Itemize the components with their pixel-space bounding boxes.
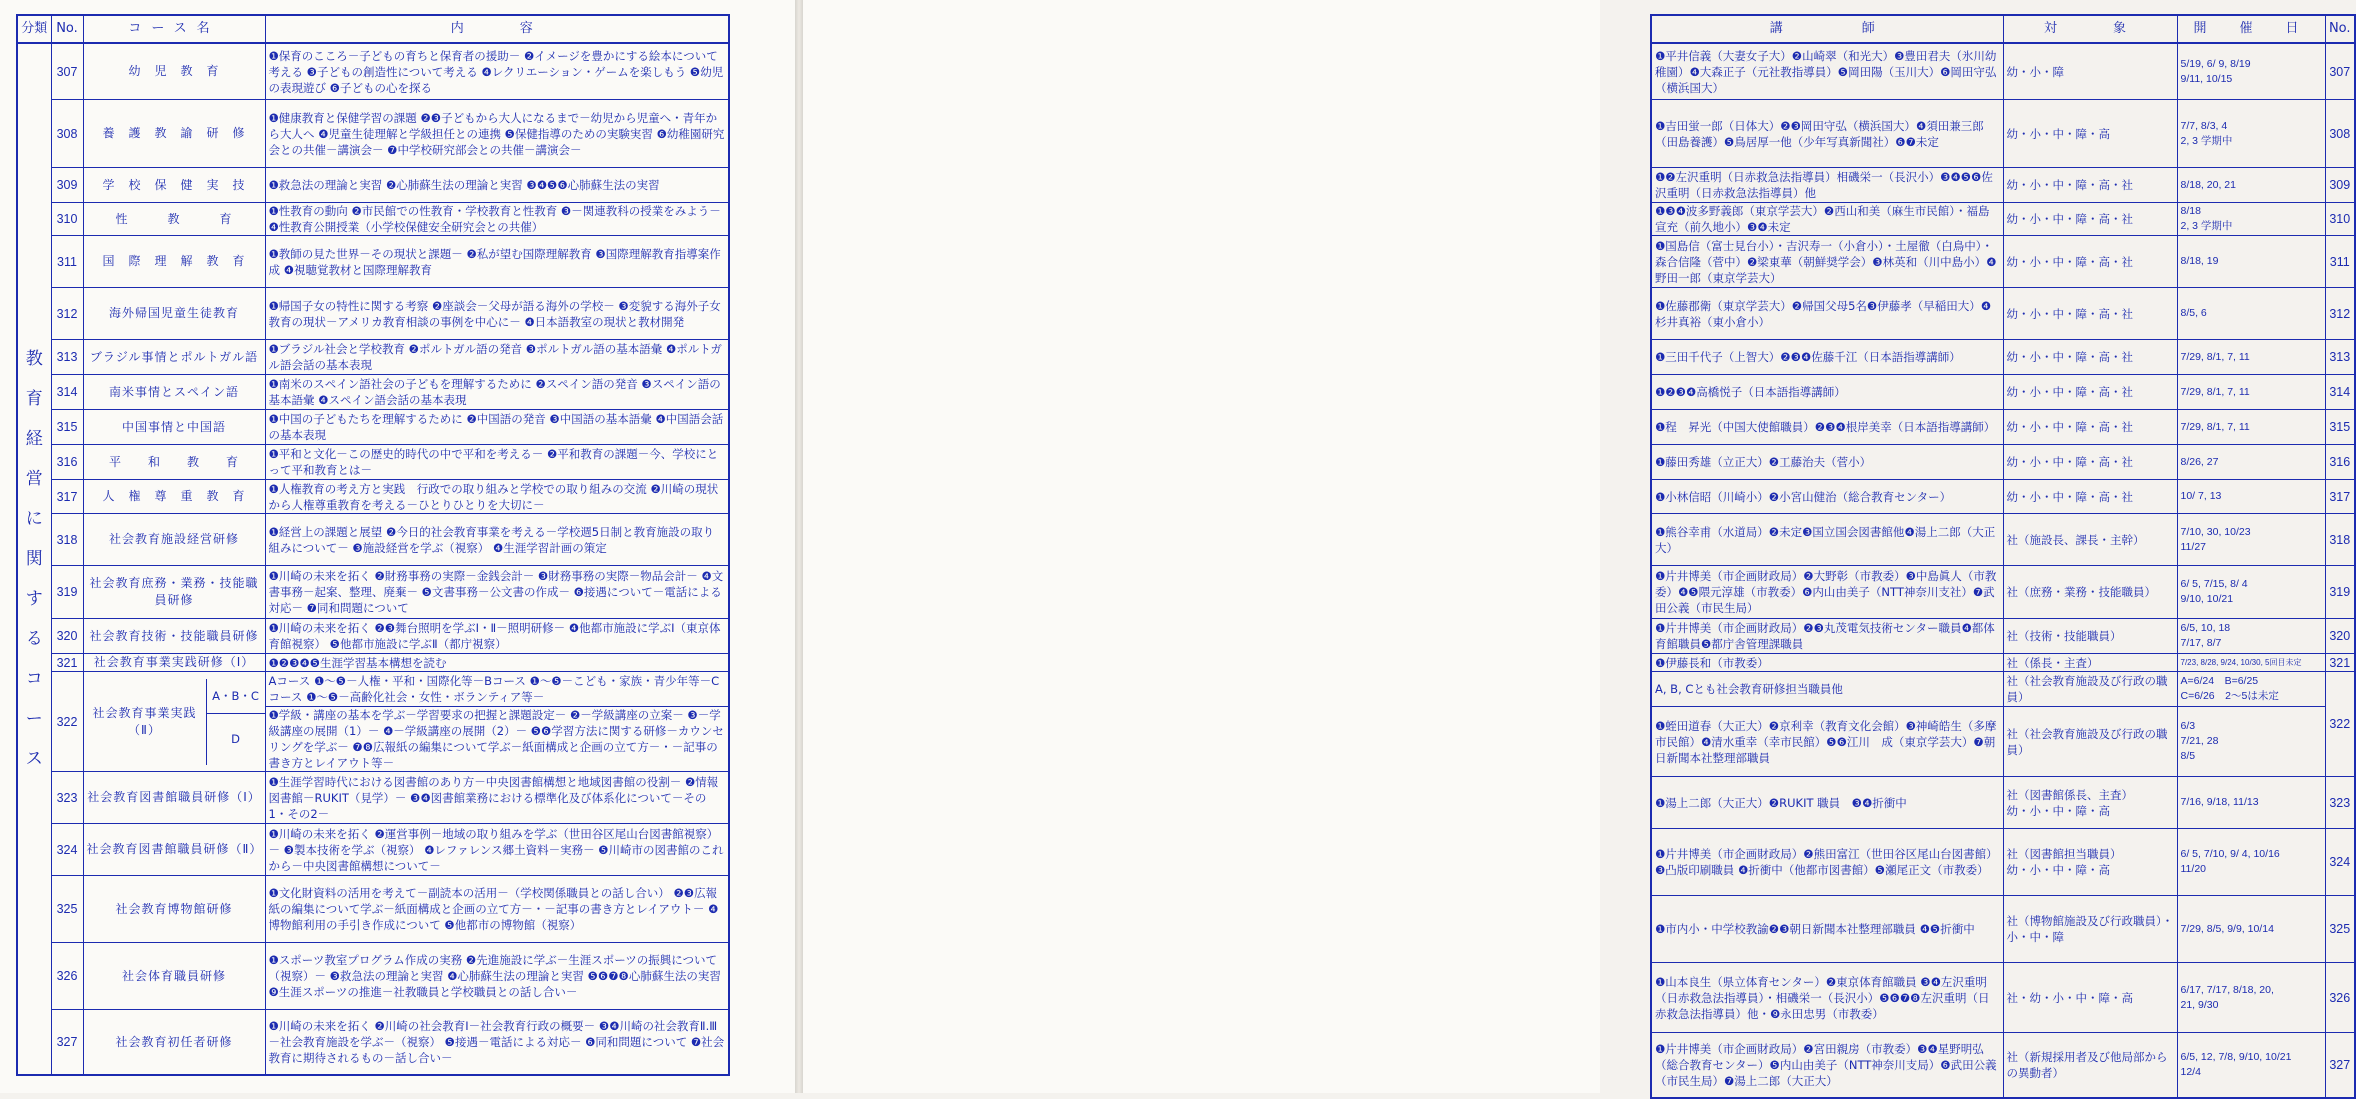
course-name: ブラジル事情とポルトガル語 [83, 340, 265, 375]
table-header-row [1651, 15, 2355, 43]
table-row [17, 1010, 729, 1076]
table-row [17, 876, 729, 943]
date-cell: 8/26, 27 [2177, 445, 2325, 480]
course-number: 322 [51, 672, 83, 772]
course-number: 319 [2325, 566, 2355, 619]
course-content: ❶保育のこころ－子どもの育ちと保育者の援助－ ❷イメージを豊かにする絵本について考える ❸子どもの創造性について考える ❹レクリエーション・ゲームを楽しもう ❺幼児の表現遊び ❻子どもの心を探る [265, 43, 729, 100]
instructor-cell: ❶藤田秀雄（立正大）❷工藤治夫（菅小） [1651, 445, 2003, 480]
course-number: 322 [2325, 672, 2355, 777]
header-target: 対 象 [2003, 15, 2177, 43]
table-row [1651, 896, 2355, 963]
course-content: ❶中国の子どもたちを理解するために ❷中国語の発音 ❸中国語の基本語彙 ❹中国語会話の基本表現 [265, 410, 729, 445]
course-content: ❶教師の見た世界－その現状と課題－ ❷私が望む国際理解教育 ❸国際理解教育指導案作成 ❹視聴覚教材と国際理解教育 [265, 236, 729, 288]
date-cell: 7/10, 30, 10/23 11/27 [2177, 514, 2325, 566]
course-number: 326 [2325, 963, 2355, 1033]
course-number: 315 [51, 410, 83, 445]
table-row [17, 619, 729, 654]
date-cell: 6/17, 7/17, 8/18, 20, 21, 9/30 [2177, 963, 2325, 1033]
course-content: ❶スポーツ教室プログラム作成の実務 ❷先進施設に学ぶ－生涯スポーツの振興について（視察）－ ❸救急法の理論と実習 ❹心肺蘇生法の理論と実習 ❺❻❼❽心肺蘇生法の実習 ❾生涯スポーツの推進－社教職員と学校職員との話し合い－ [265, 943, 729, 1010]
instructor-table-body [1651, 43, 2355, 1098]
course-number: 317 [2325, 480, 2355, 514]
course-content: ❶川崎の未来を拓く ❷運営事例－地域の取り組みを学ぶ（世田谷区尾山台図書館視察）－ ❸製本技術を学ぶ（視察） ❹レファレンス郷土資料－実務－ ❺川崎市の図書館のこれから－中央図書館構想について－ [265, 824, 729, 876]
course-content: ❶生涯学習時代における図書館のあり方－中央図書館構想と地域図書館の役割－ ❷情報図書館－RUKIT（見学）－ ❸❹図書館業務における標準化及び体系化について－その1・その2－ [265, 772, 729, 824]
table-row [1651, 375, 2355, 410]
course-number: 321 [51, 654, 83, 672]
course-number: 314 [2325, 375, 2355, 410]
instructor-cell: ❶小林信昭（川崎小）❷小宮山健治（総合教育センター） [1651, 480, 2003, 514]
right-page [803, 0, 2351, 1093]
instructor-cell: A, B, Cとも社会教育研修担当職員他 [1651, 672, 2003, 707]
header-no: No. [51, 15, 83, 43]
course-number: 310 [2325, 203, 2355, 236]
course-content: ❶人権教育の考え方と実践 行政での取り組みと学校での取り組みの交流 ❷川崎の現状から人権尊重教育を考える－ひとりひとりを大切に－ [265, 480, 729, 514]
instructor-table [1650, 14, 2356, 1099]
course-number: 325 [2325, 896, 2355, 963]
instructor-cell: ❶片井博美（市企画財政局）❷熊田富江（世田谷区尾山台図書館）❸凸版印刷職員 ❹折衝中（他都市図書館）❺瀬尾正文（市教委） [1651, 829, 2003, 896]
target-cell: 社（施設長、課長・主幹） [2003, 514, 2177, 566]
instructor-cell: ❶熊谷幸甫（水道局）❷未定❸国立国会図書館他❹湯上二郎（大正大） [1651, 514, 2003, 566]
table-row [17, 288, 729, 340]
date-cell: 7/29, 8/5, 9/9, 10/14 [2177, 896, 2325, 963]
target-cell: 社（新規採用者及び他局部からの異動者） [2003, 1033, 2177, 1099]
course-number: 315 [2325, 410, 2355, 445]
instructor-cell: ❶❷❸❹高橋悦子（日本語指導講師） [1651, 375, 2003, 410]
target-cell: 幼・小・中・障・高・社 [2003, 288, 2177, 340]
target-cell: 幼・小・中・障・高・社 [2003, 203, 2177, 236]
course-name: 幼 児 教 育 [83, 43, 265, 100]
target-cell: 幼・小・中・障・高・社 [2003, 375, 2177, 410]
date-cell: 6/ 5, 7/15, 8/ 4 9/10, 10/21 [2177, 566, 2325, 619]
course-number: 316 [51, 445, 83, 480]
instructor-cell: ❶市内小・中学校教諭❷❸朝日新聞本社整理部職員 ❹❺折衝中 [1651, 896, 2003, 963]
category-char: ー [25, 709, 43, 729]
category-column [17, 43, 51, 1075]
date-cell: 5/19, 6/ 9, 8/19 9/11, 10/15 [2177, 43, 2325, 100]
header-instructor: 講 師 [1651, 15, 2003, 43]
target-cell: 社（係長・主査） [2003, 654, 2177, 672]
table-row [17, 203, 729, 236]
sub-course-abc: A・B・C [206, 679, 265, 714]
course-name: 海外帰国児童生徒教育 [83, 288, 265, 340]
course-content: ❶平和と文化－この歴史的時代の中で平和を考える－ ❷平和教育の課題－今、学校にとって平和教育とは－ [265, 445, 729, 480]
table-row [1651, 236, 2355, 288]
table-row [1651, 100, 2355, 168]
course-number: 309 [2325, 168, 2355, 203]
course-number: 317 [51, 480, 83, 514]
course-number: 323 [2325, 777, 2355, 829]
category-char: 教 [25, 349, 43, 369]
target-cell: 社（図書館係長、主査） 幼・小・中・障・高 [2003, 777, 2177, 829]
course-name: 社会教育事業実践（Ⅱ） [84, 679, 207, 765]
table-row [17, 340, 729, 375]
header-content: 内 容 [265, 15, 729, 43]
course-number: 312 [2325, 288, 2355, 340]
table-row [17, 43, 729, 100]
course-name: 社会教育図書館職員研修（Ⅱ） [83, 824, 265, 876]
course-number: 309 [51, 168, 83, 203]
header-no: No. [2325, 15, 2355, 43]
table-row [1651, 777, 2355, 829]
category-char: 関 [25, 549, 43, 569]
course-number: 316 [2325, 445, 2355, 480]
instructor-cell: ❶程 昇光（中国大使館職員）❷❸❹根岸美幸（日本語指導講師） [1651, 410, 2003, 445]
table-row [1651, 410, 2355, 445]
date-cell: 7/29, 8/1, 7, 11 [2177, 375, 2325, 410]
target-cell: 幼・小・中・障・高・社 [2003, 445, 2177, 480]
table-row [1651, 1033, 2355, 1099]
instructor-cell: ❶片井博美（市企画財政局）❷大野彰（市教委）❸中島眞人（市教委）❹❺隈元淳雄（市教委）❻内山由美子（NTT神奈川支社）❼武田公義（市民生局） [1651, 566, 2003, 619]
instructor-cell: ❶蛭田道春（大正大）❷京利幸（教育文化会館）❸神崎皓生（多摩市民館）❹清水重幸（幸市民館）❺❻江川 成（東京学芸大）❼朝日新聞本社整理部職員 [1651, 707, 2003, 777]
course-content: Aコース ❶～❺－人権・平和・国際化等－Bコース ❶～❺－こども・家族・青少年等－Cコース ❶～❺－高齢化社会・女性・ボランティア等－ [265, 672, 729, 707]
course-name: 社会教育博物館研修 [83, 876, 265, 943]
category-char: 経 [25, 429, 43, 449]
course-content: ❶川崎の未来を拓く ❷❸舞台照明を学ぶⅠ・Ⅱ－照明研修－ ❹他都市施設に学ぶⅠ（東京体育館視察） ❺他都市施設に学ぶⅡ（都庁視察） [265, 619, 729, 654]
category-char: る [25, 629, 43, 649]
table-row [1651, 340, 2355, 375]
course-table [16, 14, 730, 1076]
date-cell: 10/ 7, 13 [2177, 480, 2325, 514]
table-row [17, 168, 729, 203]
course-name: 学 校 保 健 実 技 [83, 168, 265, 203]
course-content: ❶学級・講座の基本を学ぶ－学習要求の把握と課題設定－ ❷－学級講座の立案－ ❸－学級講座の展開（1）－ ❹－学級講座の展開（2）－ ❺❻学習方法に関する研修－カウンセリングを学ぶ－ ❼❽広報紙の編集について学ぶ－紙面構成と企画の立て方－・－記事の書き方とレイアウト等－ [265, 707, 729, 772]
course-number: 311 [2325, 236, 2355, 288]
table-row [1651, 829, 2355, 896]
date-cell: 7/7, 8/3, 4 2, 3 学期中 [2177, 100, 2325, 168]
instructor-cell: ❶❸❹波多野義郎（東京学芸大）❷西山和美（麻生市民館）・福島宣充（前久地小）❸❹未定 [1651, 203, 2003, 236]
table-row [1651, 707, 2355, 777]
category-char: に [25, 509, 43, 529]
course-content: ❶南米のスペイン語社会の子どもを理解するために ❷スペイン語の発音 ❸スペイン語の基本語彙 ❹スペイン語会話の基本表現 [265, 375, 729, 410]
date-cell: 6/ 5, 7/10, 9/ 4, 10/16 11/20 [2177, 829, 2325, 896]
course-name: 中国事情と中国語 [83, 410, 265, 445]
table-row [1651, 43, 2355, 100]
table-row [1651, 480, 2355, 514]
category-char: ス [25, 749, 43, 769]
table-row [17, 100, 729, 168]
header-course: コース名 [83, 15, 265, 43]
table-row [17, 772, 729, 824]
course-number: 313 [2325, 340, 2355, 375]
course-name: 国 際 理 解 教 育 [83, 236, 265, 288]
course-name-cell [83, 672, 265, 772]
instructor-cell: ❶平井信義（大妻女子大）❷山崎翠（和光大）❸豊田君夫（氷川幼稚園）❹大森正子（元社教指導員）❺岡田陽（玉川大）❻岡田守弘（横浜国大） [1651, 43, 2003, 100]
course-name: 社会教育技術・技能職員研修 [83, 619, 265, 654]
table-header-row [17, 15, 729, 43]
course-number: 324 [51, 824, 83, 876]
course-name: 社会教育図書館職員研修（Ⅰ） [83, 772, 265, 824]
course-number: 319 [51, 566, 83, 619]
target-cell: 幼・小・障 [2003, 43, 2177, 100]
course-number: 318 [2325, 514, 2355, 566]
course-content: ❶健康教育と保健学習の課題 ❷❸子どもから大人になるまで－幼児から児童へ・青年から大人へ ❹児童生徒理解と学級担任との連携 ❺保健指導のための実験実習 ❻幼稚園研究会との共催－講演会－ ❼中学校研究部会との共催－講演会－ [265, 100, 729, 168]
course-number: 308 [51, 100, 83, 168]
left-page [0, 0, 795, 1093]
course-name: 社会体育職員研修 [83, 943, 265, 1010]
course-number: 308 [2325, 100, 2355, 168]
course-name: 社会教育庶務・業務・技能職員研修 [83, 566, 265, 619]
course-name: 性 教 育 [83, 203, 265, 236]
target-cell: 社（庶務・業務・技能職員） [2003, 566, 2177, 619]
table-row [1651, 619, 2355, 654]
target-cell: 社（技術・技能職員） [2003, 619, 2177, 654]
course-number: 320 [51, 619, 83, 654]
date-cell: 7/29, 8/1, 7, 11 [2177, 340, 2325, 375]
category-char: 育 [25, 389, 43, 409]
table-row [1651, 566, 2355, 619]
target-cell: 幼・小・中・障・高・社 [2003, 340, 2177, 375]
course-content: ❶帰国子女の特性に関する考察 ❷座談会－父母が語る海外の学校－ ❸変貌する海外子女教育の現状－アメリカ教育相談の事例を中心に－ ❹日本語教室の現状と教材開発 [265, 288, 729, 340]
table-row [1651, 672, 2355, 707]
header-bunrui: 分類 [17, 15, 51, 43]
instructor-cell: ❶片井博美（市企画財政局）❷❸丸茂電気技術センター職員❹都体育館職員❺都庁舎管理課職員 [1651, 619, 2003, 654]
table-row [17, 943, 729, 1010]
table-row [17, 480, 729, 514]
target-cell: 社（社会教育施設及び行政の職員） [2003, 707, 2177, 777]
table-row [17, 445, 729, 480]
course-number: 307 [2325, 43, 2355, 100]
table-row [1651, 445, 2355, 480]
course-content: ❶救急法の理論と実習 ❷心肺蘇生法の理論と実習 ❸❹❺❻心肺蘇生法の実習 [265, 168, 729, 203]
instructor-cell: ❶山本良生（県立体育センター）❷東京体育館職員 ❸❹左沢重明（日赤救急法指導員）・相磯栄一（長沢小）❺❻❼❽左沢重明（日赤救急法指導員）他・❾永田忠男（市教委） [1651, 963, 2003, 1033]
header-date: 開 催 日 [2177, 15, 2325, 43]
date-cell: 8/18, 19 [2177, 236, 2325, 288]
table-row [1651, 963, 2355, 1033]
table-row [17, 375, 729, 410]
course-number: 318 [51, 514, 83, 566]
instructor-cell: ❶吉田蛍一郎（日体大）❷❸岡田守弘（横浜国大）❹須田兼三郎（田島養護）❺鳥居厚一他（少年写真新聞社）❻❼未定 [1651, 100, 2003, 168]
course-name: 社会教育施設経営研修 [83, 514, 265, 566]
course-number: 314 [51, 375, 83, 410]
target-cell: 幼・小・中・障・高・社 [2003, 236, 2177, 288]
target-cell: 幼・小・中・障・高・社 [2003, 480, 2177, 514]
instructor-cell: ❶❷左沢重明（日赤救急法指導員）相磯栄一（長沢小）❸❹❺❻佐沢重明（日赤救急法指導員）他 [1651, 168, 2003, 203]
course-number: 326 [51, 943, 83, 1010]
date-cell: 7/29, 8/1, 7, 11 [2177, 410, 2325, 445]
table-row [17, 654, 729, 672]
table-row [1651, 168, 2355, 203]
table-row [17, 236, 729, 288]
course-name: 社会教育事業実践研修（Ⅰ） [83, 654, 265, 672]
sub-course-d: D [206, 713, 265, 765]
instructor-cell: ❶佐藤郡衛（東京学芸大）❷帰国父母5名❸伊藤孝（早稲田大）❹杉井真裕（東小倉小） [1651, 288, 2003, 340]
course-number: 307 [51, 43, 83, 100]
course-number: 323 [51, 772, 83, 824]
course-number: 313 [51, 340, 83, 375]
target-cell: 社（図書館担当職員） 幼・小・中・障・高 [2003, 829, 2177, 896]
date-cell: 7/23, 8/28, 9/24, 10/30, 5回目未定 [2177, 654, 2325, 672]
course-content: ❶ブラジル社会と学校教育 ❷ポルトガル語の発音 ❸ポルトガル語の基本語彙 ❹ポルトガル語会話の基本表現 [265, 340, 729, 375]
course-content: ❶性教育の動向 ❷市民館での性教育・学校教育と性教育 ❸－関連教科の授業をみよう－ ❹性教育公開授業（小学校保健安全研究会との共催） [265, 203, 729, 236]
table-row [1651, 654, 2355, 672]
course-number: 311 [51, 236, 83, 288]
course-name: 平 和 教 育 [83, 445, 265, 480]
instructor-cell: ❶伊藤長和（市教委） [1651, 654, 2003, 672]
instructor-cell: ❶三田千代子（上智大）❷❸❹佐藤千江（日本語指導講師） [1651, 340, 2003, 375]
course-number: 321 [2325, 654, 2355, 672]
date-cell: 6/3 7/21, 28 8/5 [2177, 707, 2325, 777]
table-row [1651, 514, 2355, 566]
course-name: 養 護 教 諭 研 修 [83, 100, 265, 168]
instructor-cell: ❶片井博美（市企画財政局）❷宮田親房（市教委）❸❹星野明弘（総合教育センター）❺内山由美子（NTT神奈川支局）❻武田公義（市民生局）❼湯上二郎（大正大） [1651, 1033, 2003, 1099]
course-number: 320 [2325, 619, 2355, 654]
course-name: 社会教育初任者研修 [83, 1010, 265, 1076]
table-row [17, 824, 729, 876]
target-cell: 幼・小・中・障・高・社 [2003, 410, 2177, 445]
course-number: 312 [51, 288, 83, 340]
date-cell: 7/16, 9/18, 11/13 [2177, 777, 2325, 829]
course-number: 327 [2325, 1033, 2355, 1099]
table-row [17, 514, 729, 566]
date-cell: 6/5, 10, 18 7/17, 8/7 [2177, 619, 2325, 654]
date-cell: A=6/24 B=6/25 C=6/26 2～5は未定 [2177, 672, 2325, 707]
target-cell: 幼・小・中・障・高・社 [2003, 168, 2177, 203]
target-cell: 社（社会教育施設及び行政の職員） [2003, 672, 2177, 707]
course-number: 327 [51, 1010, 83, 1076]
course-content: ❶川崎の未来を拓く ❷財務事務の実際－金銭会計－ ❸財務事務の実際－物品会計－ ❹文書事務－起案、整理、廃棄－ ❺文書事務－公文書の作成－ ❻接遇について－電話による対応－ ❼同和問題について [265, 566, 729, 619]
course-content: ❶❷❸❹❺生涯学習基本構想を読む [265, 654, 729, 672]
date-cell: 6/5, 12, 7/8, 9/10, 10/21 12/4 [2177, 1033, 2325, 1099]
instructor-cell: ❶湯上二郎（大正大）❷RUKIT 職員 ❸❹折衝中 [1651, 777, 2003, 829]
course-content: ❶文化財資料の活用を考えて－副読本の活用－（学校関係職員との話し合い） ❷❸広報紙の編集について学ぶ－紙面構成と企画の立て方－・－記事の書き方とレイアウト－ ❹博物館利用の手引き作成について ❺他都市の博物館（視察） [265, 876, 729, 943]
table-row [17, 410, 729, 445]
course-name: 人 権 尊 重 教 育 [83, 480, 265, 514]
course-number: 310 [51, 203, 83, 236]
course-number: 324 [2325, 829, 2355, 896]
date-cell: 8/5, 6 [2177, 288, 2325, 340]
book-gutter [795, 0, 803, 1093]
course-content: ❶経営上の課題と展望 ❷今日的社会教育事業を考える－学校週5日制と教育施設の取り組みについて－ ❸施設経営を学ぶ（視察） ❹生涯学習計画の策定 [265, 514, 729, 566]
table-row [1651, 288, 2355, 340]
category-char: す [25, 589, 43, 609]
target-cell: 幼・小・中・障・高 [2003, 100, 2177, 168]
table-row [1651, 203, 2355, 236]
instructor-cell: ❶国島信（富士見台小）・吉沢寿一（小倉小）・土屋徹（白鳥中）・森合信隆（菅中）❷梁東華（朝鮮奨学会）❸林英和（川中島小）❹野田一郎（東京学芸大） [1651, 236, 2003, 288]
date-cell: 8/18 2, 3 学期中 [2177, 203, 2325, 236]
target-cell: 社・幼・小・中・障・高 [2003, 963, 2177, 1033]
course-table-body [17, 43, 729, 1075]
course-name: 南米事情とスペイン語 [83, 375, 265, 410]
category-char: 営 [25, 469, 43, 489]
course-number: 325 [51, 876, 83, 943]
target-cell: 社（博物館施設及び行政職員）・小・中・障 [2003, 896, 2177, 963]
course-content: ❶川崎の未来を拓く ❷川崎の社会教育Ⅰ－社会教育行政の概要－ ❸❹川崎の社会教育Ⅱ.Ⅲ－社会教育施設を学ぶ－（視察） ❺接遇－電話による対応－ ❻同和問題について ❼社会教育に期待されるもの－話し合い－ [265, 1010, 729, 1076]
category-char: コ [25, 669, 43, 689]
table-row [17, 672, 729, 707]
table-row [17, 566, 729, 619]
date-cell: 8/18, 20, 21 [2177, 168, 2325, 203]
